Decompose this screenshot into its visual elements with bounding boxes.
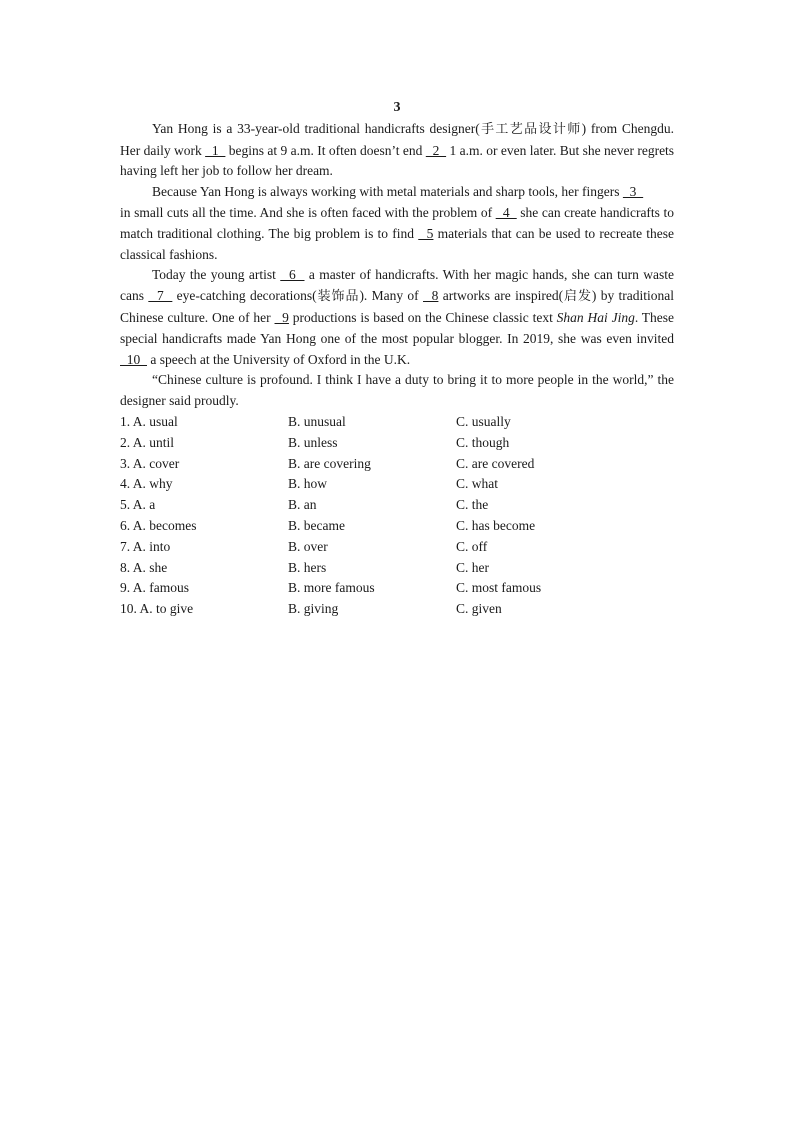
text: eye-catching decorations( xyxy=(176,288,317,304)
paragraph-3 xyxy=(120,265,674,370)
option-c: C. though xyxy=(456,434,510,450)
document-page xyxy=(120,98,674,620)
blank-5: 5 xyxy=(418,225,434,241)
text: ) xyxy=(581,120,587,136)
text: Yan Hong is a 33-year-old traditional handicrafts designer( xyxy=(152,120,480,136)
option-c: C. usually xyxy=(456,413,511,429)
text: a speech at the University of Oxford in the U.K. xyxy=(150,351,411,367)
option-a: 5. A. a xyxy=(120,497,156,513)
blank-8: 8 xyxy=(423,288,439,304)
option-b: B. hers xyxy=(288,559,327,575)
page-title: 3 xyxy=(393,100,401,115)
option-c: C. her xyxy=(456,559,489,575)
text: she can create handicrafts to match traditional clothing. The big problem is to find xyxy=(120,204,675,241)
option-c: C. most famous xyxy=(456,580,542,596)
blank-2: 2 xyxy=(425,142,447,158)
text: 1 a.m. or even later. But she never regrets having left her job to follow her dream. xyxy=(120,142,675,179)
text: begins at 9 a.m. It often doesn’t end xyxy=(228,142,423,158)
option-row xyxy=(120,578,674,599)
text: Today the young artist xyxy=(152,267,276,283)
text: from Chengdu. Her daily work xyxy=(120,120,674,158)
option-b: B. giving xyxy=(288,601,339,617)
option-b: B. unless xyxy=(288,434,338,450)
book-title: Shan Hai Jing xyxy=(556,309,635,325)
option-a: 4. A. why xyxy=(120,476,173,492)
option-c: C. are covered xyxy=(456,455,535,471)
option-row xyxy=(120,516,674,537)
option-row xyxy=(120,454,674,475)
text: materials that can be used to recreate these classical fashions. xyxy=(120,225,675,262)
option-row xyxy=(120,495,674,516)
option-b: B. unusual xyxy=(288,413,346,429)
option-c: C. what xyxy=(456,476,498,492)
option-a: 1. A. usual xyxy=(120,413,178,429)
option-a: 7. A. into xyxy=(120,538,171,554)
option-b: B. an xyxy=(288,497,317,513)
option-b: B. how xyxy=(288,476,328,492)
text: artworks are inspired( xyxy=(442,288,564,304)
option-row xyxy=(120,558,674,579)
option-a: 8. A. she xyxy=(120,559,168,575)
option-c: C. given xyxy=(456,601,502,617)
text: ) by traditional Chinese culture. One of her xyxy=(120,288,675,325)
option-row xyxy=(120,599,674,620)
blank-1: 1 xyxy=(205,142,226,158)
option-row xyxy=(120,412,674,433)
option-b: B. over xyxy=(288,538,328,554)
option-b: B. became xyxy=(288,517,345,533)
text: . These special handicrafts made Yan Hong one of the most popular blogger. In 2019, she was even invited xyxy=(120,309,675,346)
text: ). Many of xyxy=(359,288,419,304)
blank-6: 6 xyxy=(280,267,305,283)
blank-4: 4 xyxy=(495,204,517,220)
option-row xyxy=(120,433,674,454)
paragraph-2 xyxy=(120,182,674,203)
paragraph-2-cont xyxy=(120,203,674,265)
text: a master of handicrafts. With her magic hands, she can turn waste cans xyxy=(120,267,675,304)
option-c: C. off xyxy=(456,538,488,554)
option-a: 10. A. to give xyxy=(120,601,194,617)
text-chinese: 手工艺品设计师 xyxy=(479,121,582,137)
option-a: 9. A. famous xyxy=(120,580,189,596)
blank-7: 7 xyxy=(148,288,173,304)
text-chinese: 装饰品 xyxy=(316,289,360,305)
option-c: C. the xyxy=(456,497,489,513)
options-list xyxy=(120,412,674,620)
option-b: B. are covering xyxy=(288,455,371,471)
text: “Chinese culture is profound. I think I have a duty to bring it to more people in the world,” the designer said proudly. xyxy=(120,372,674,409)
option-a: 2. A. until xyxy=(120,434,175,450)
paragraph-4 xyxy=(120,370,674,412)
blank-3: 3 xyxy=(622,184,644,200)
option-c: C. has become xyxy=(456,517,536,533)
option-a: 3. A. cover xyxy=(120,455,180,471)
text: productions is based on the Chinese classic text xyxy=(292,309,553,325)
option-row xyxy=(120,474,674,495)
option-row xyxy=(120,537,674,558)
text-chinese: 启发 xyxy=(563,289,592,305)
blank-9: 9 xyxy=(274,309,289,325)
option-b: B. more famous xyxy=(288,580,375,596)
option-a: 6. A. becomes xyxy=(120,517,197,533)
text: Because Yan Hong is always working with metal materials and sharp tools, her fingers xyxy=(152,184,620,200)
paragraph-1 xyxy=(120,119,674,182)
text: in small cuts all the time. And she is often faced with the problem of xyxy=(120,204,493,220)
blank-10: 10 xyxy=(120,351,147,367)
